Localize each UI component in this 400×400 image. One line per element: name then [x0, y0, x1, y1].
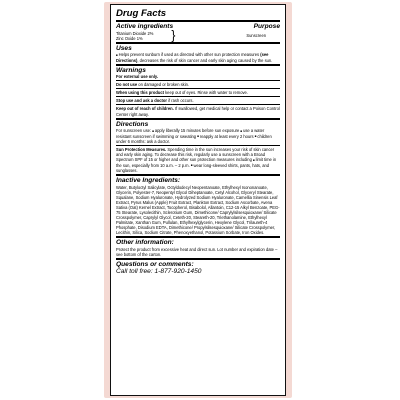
divider [116, 145, 280, 146]
active-ingredients-heading: Active ingredients [116, 23, 174, 30]
directions-heading: Directions [116, 120, 149, 128]
keep-out-line: Keep out of reach of children. If swallowed, get medical help or contact a Poison Control Center right away. [116, 106, 280, 117]
uses-text: ■ Helps prevent sunburn if used as directed with other sun protection measures (see Directions), decreases the risk of skin cancer and early skin aging caused by the sun. [116, 52, 280, 62]
divider [116, 258, 280, 260]
do-not-use-line: Do not use on damaged or broken skin. [116, 82, 190, 88]
other-information-heading: Other information: [116, 239, 174, 247]
when-using-line: When using this product keep out of eyes. Rinse with water to remove. [116, 90, 248, 96]
uses-heading: Uses [116, 44, 132, 52]
divider [116, 104, 280, 105]
divider [116, 64, 280, 66]
inactive-ingredients-heading: Inactive Ingredients: [116, 177, 181, 185]
drug-facts-panel [110, 4, 286, 396]
active-ingredients-list [116, 27, 176, 43]
sun-protection-measures: Sun Protection Measures. Spending time in the sun increases your risk of skin cancer and early skin aging. To decrease this risk, regularly use a sunscreen with a Broad Spectrum SPF of 15 or higher and other sun protection measures including ■ limit time in the sun, especially from 10 a.m. – 2 p.m. ■ wear long-sleeved shirts, pants, hats, and sunglasses. [116, 147, 280, 173]
active-ingredients-row [116, 27, 280, 43]
brace-icon: } [171, 27, 176, 43]
divider [116, 88, 280, 89]
divider [116, 118, 280, 120]
stop-use-line: Stop use and ask a doctor if rash occurs. [116, 98, 194, 104]
purpose-value: Sunscreen [246, 33, 266, 39]
divider [116, 42, 280, 44]
warnings-heading: Warnings [116, 66, 146, 74]
divider [116, 236, 280, 238]
questions-heading: Questions or comments: [116, 260, 194, 268]
phone-number: Call toll free: 1-877-920-1450 [116, 268, 202, 276]
directions-sunscreen-use: For sunscreen use: ■ apply liberally 15 minutes before sun exposure ■ use a water resistant sunscreen if swimming or sweating ■ reapply at least every 2 hours ■ children under 6 months: ask a doctor. [116, 128, 280, 144]
drug-facts-title: Drug Facts [116, 8, 167, 19]
inactive-ingredients-text: Water, Butyloctyl Salicylate, Octyldodecyl Neopentanoate, Ethylhexyl Isononanoate, Glycerin, Polyester-7, Neopentyl Glycol Diheptanoate, Cetyl Alcohol, Glyceryl Stearate, Squalane, Sodium Hyaluronate, Hydrolyzed Sodium Hyaluronate, Camellia Sinensis Leaf Extract, Pyrus Malus (Apple) Fruit Extract, Plankton Extract, Sodium Ascorbate, Avena Sativa (Oat) Kernel Extract, Tocopherol, Bisabolol, Allantoin, C12-15 Alkyl Benzoate, PEG-75 Stearate, Lysolecithin, Sclerotium Gum, Dimethicone/ Caprylylsilsesquioxane/ Silicate Crosspolymer, Caprylyl Glycol, Ceteth-20, Steareth-20, Triethanolamine, Ethylhexyl Palmitate, Xanthan Gum, Pullulan, Ethylhexylglycerin, Hexylene Glycol, Trilaureth-4 Phosphate, Disodium EDTA, Dimethicone/ Propylsilsesquioxane/ Silicate Crosspolymer, Lecithin, Silica, Sodium Citrate, Phenoxyethanol, Potassium Sorbate, Iron Oxides. [116, 184, 280, 236]
divider [116, 174, 280, 176]
ingredient-zinc-oxide: Zinc Oxide 1% [116, 35, 143, 41]
external-use-line: For external use only. [116, 74, 159, 80]
divider [116, 80, 280, 81]
other-information-text: Protect the product from excessive heat and direct sun. Lot number and expiration date – see bottom of the carton. [116, 246, 278, 257]
ingredient-titanium-dioxide: Titanium Dioxide 2% [116, 30, 154, 36]
active-ingredients-header [116, 23, 280, 31]
purpose-heading: Purpose [253, 23, 280, 30]
divider [116, 96, 280, 97]
divider [116, 20, 280, 22]
